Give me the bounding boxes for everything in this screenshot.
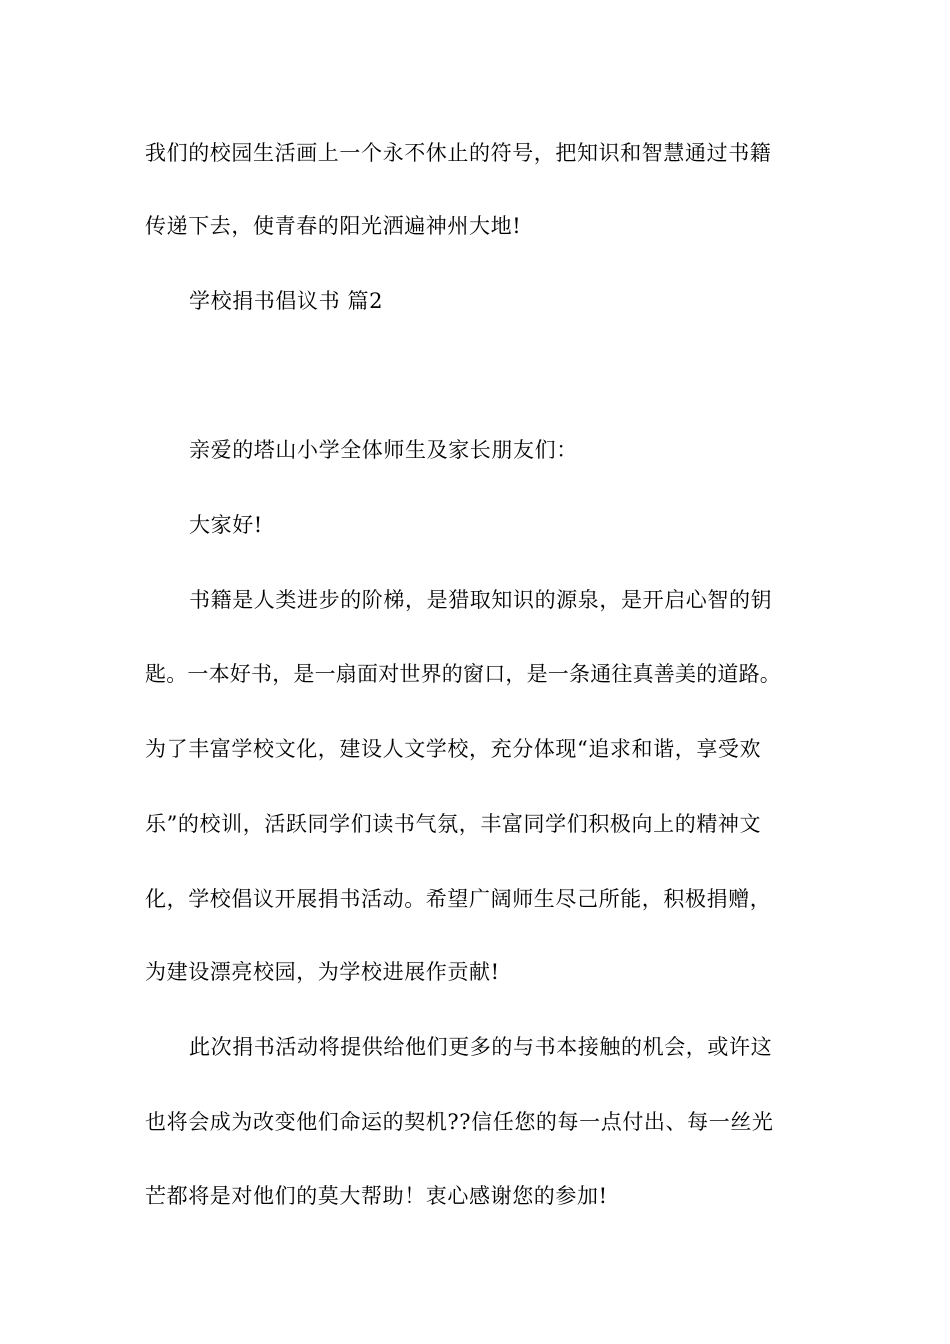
paragraph-line: 也将会成为改变他们命运的契机??信任您的每一点付出、每一丝光 <box>145 1110 774 1134</box>
paragraph-line: 芒都将是对他们的莫大帮助！衷心感谢您的参加! <box>145 1184 608 1208</box>
body-text-line: 我们的校园生活画上一个永不休止的符号，把知识和智慧通过书籍 <box>145 141 772 165</box>
paragraph-line: 此次捐书活动将提供给他们更多的与书本接触的机会，或许这 <box>189 1035 773 1059</box>
paragraph-line: 化，学校倡议开展捐书活动。希望广阔师生尽己所能，积极捐赠， <box>145 887 772 911</box>
greeting: 大家好! <box>189 513 263 537</box>
section-heading: 学校捐书倡议书 篇2 <box>189 289 384 313</box>
body-text-line: 传递下去，使青春的阳光洒遍神州大地! <box>145 214 522 238</box>
paragraph-line: 为建设漂亮校园，为学校进展作贡献! <box>145 960 500 984</box>
paragraph-line: 匙。一本好书，是一扇面对世界的窗口，是一条通往真善美的道路。 <box>145 662 781 686</box>
paragraph-line: 为了丰富学校文化，建设人文学校，充分体现“追求和谐，享受欢 <box>145 737 762 761</box>
salutation: 亲爱的塔山小学全体师生及家长朋友们： <box>189 438 578 462</box>
paragraph-line: 乐”的校训，活跃同学们读书气氛，丰富同学们积极向上的精神文 <box>145 812 762 836</box>
paragraph-line: 书籍是人类进步的阶梯，是猎取知识的源泉，是开启心智的钥 <box>189 588 773 612</box>
